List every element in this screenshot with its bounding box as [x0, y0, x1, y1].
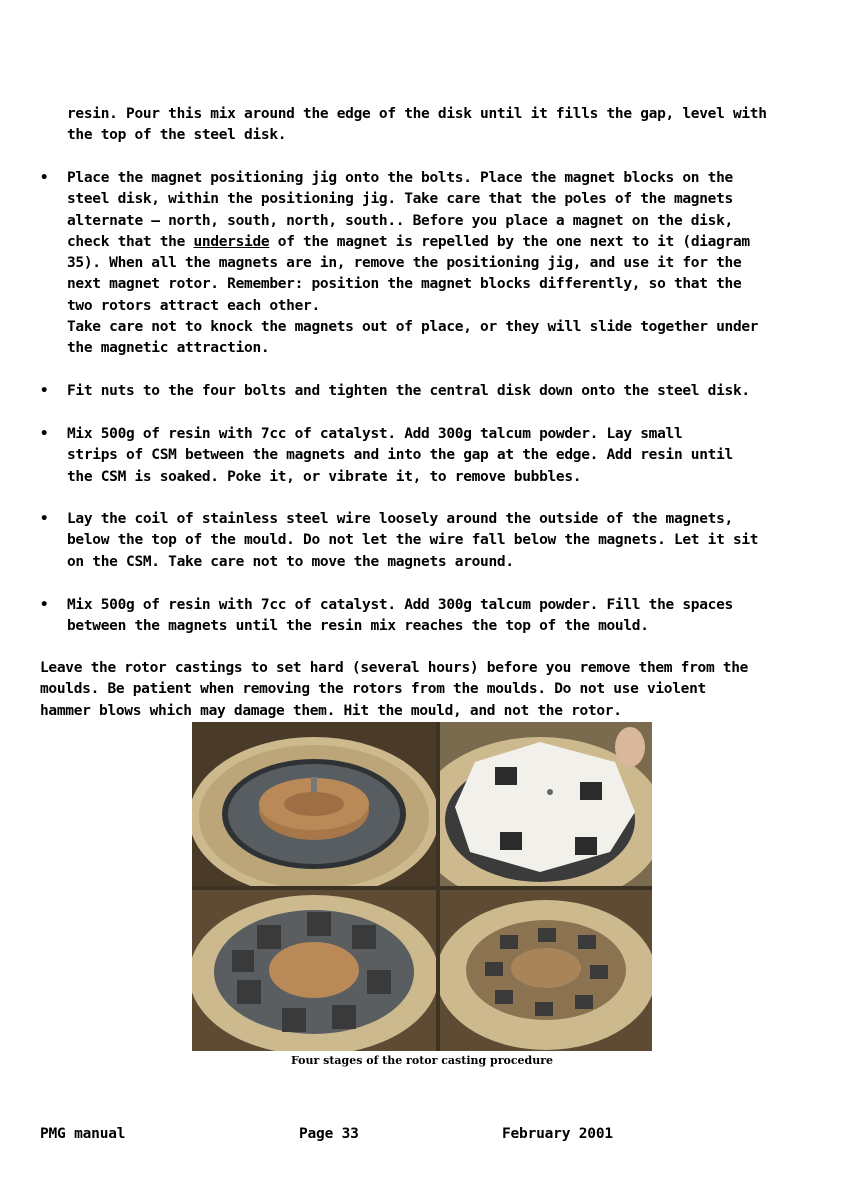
- text-line: strips of CSM between the magnets and into the gap at the edge. Add resin until: [67, 447, 733, 464]
- text-line: moulds. Be patient when removing the rotors from the moulds. Do not use violent: [40, 681, 706, 698]
- bullet-dot-icon: •: [40, 597, 49, 613]
- figure-caption: Four stages of the rotor casting procedure: [290, 1054, 554, 1067]
- text-line: next magnet rotor. Remember: position the magnet blocks differently, so that the: [67, 276, 742, 293]
- text-line: on the CSM. Take care not to move the magnets around.: [67, 553, 514, 570]
- text-line: Mix 500g of resin with 7cc of catalyst. Add 300g talcum powder. Fill the spaces: [67, 597, 733, 613]
- bullet-dot-icon: •: [40, 383, 49, 399]
- intro-paragraph: [67, 104, 827, 147]
- intro-line-1: resin. Pour this mix around the edge of the disk until it fills the gap, level with: [67, 106, 767, 122]
- photo-stage-1: [192, 722, 436, 886]
- text-line: steel disk, within the positioning jig. Take care that the poles of the magnets: [67, 191, 733, 208]
- footer-date: February 2001: [502, 1126, 613, 1142]
- bullet-text: [67, 509, 807, 573]
- footer-page-number: Page 33: [299, 1126, 359, 1142]
- text-line: hammer blows which may damage them. Hit the mould, and not the rotor.: [40, 702, 622, 719]
- text-line: 35). When all the magnets are in, remove the positioning jig, and use it for the: [67, 255, 742, 272]
- bullet-dot-icon: •: [40, 511, 49, 527]
- photo-stage-3: [192, 890, 436, 1051]
- bullet-text: [67, 424, 807, 488]
- text-line-underside: [67, 232, 807, 253]
- text-line: between the magnets until the resin mix reaches the top of the mould.: [67, 618, 649, 635]
- text-line: Lay the coil of stainless steel wire loosely around the outside of the magnets,: [67, 511, 733, 527]
- bullet-text: [67, 381, 807, 402]
- photo-stage-2: [440, 722, 652, 886]
- intro-line-2: the top of the steel disk.: [67, 127, 287, 144]
- text-line: Place the magnet positioning jig onto the bolts. Place the magnet blocks on the: [67, 170, 733, 186]
- bullet-text: [67, 595, 807, 638]
- footer-title: PMG manual: [40, 1126, 126, 1142]
- figure-photo-grid: [192, 722, 652, 1051]
- bullet-dot-icon: •: [40, 170, 49, 186]
- underlined-word: underside: [193, 233, 270, 250]
- text-line: alternate – north, south, north, south.. Before you place a magnet on the disk,: [67, 212, 733, 229]
- text-line: Take care not to knock the magnets out of place, or they will slide together under: [67, 319, 759, 336]
- line-part-b: of the magnet is repelled by the one next to it (diagram: [269, 233, 750, 250]
- bullet-text: [67, 168, 807, 360]
- text-line: the CSM is soaked. Poke it, or vibrate it, to remove bubbles.: [67, 468, 582, 485]
- bullet-dot-icon: •: [40, 426, 49, 442]
- closing-paragraph: [40, 658, 830, 722]
- photo-stage-4: [440, 890, 652, 1051]
- text-line: Fit nuts to the four bolts and tighten the central disk down onto the steel disk.: [67, 383, 750, 399]
- text-line: Leave the rotor castings to set hard (several hours) before you remove them from the: [40, 660, 749, 676]
- text-line: two rotors attract each other.: [67, 297, 320, 314]
- line-part-a: check that the: [67, 233, 194, 250]
- text-line: the magnetic attraction.: [67, 340, 270, 357]
- text-line: Mix 500g of resin with 7cc of catalyst. Add 300g talcum powder. Lay small: [67, 426, 683, 442]
- text-line: below the top of the mould. Do not let the wire fall below the magnets. Let it sit: [67, 532, 759, 549]
